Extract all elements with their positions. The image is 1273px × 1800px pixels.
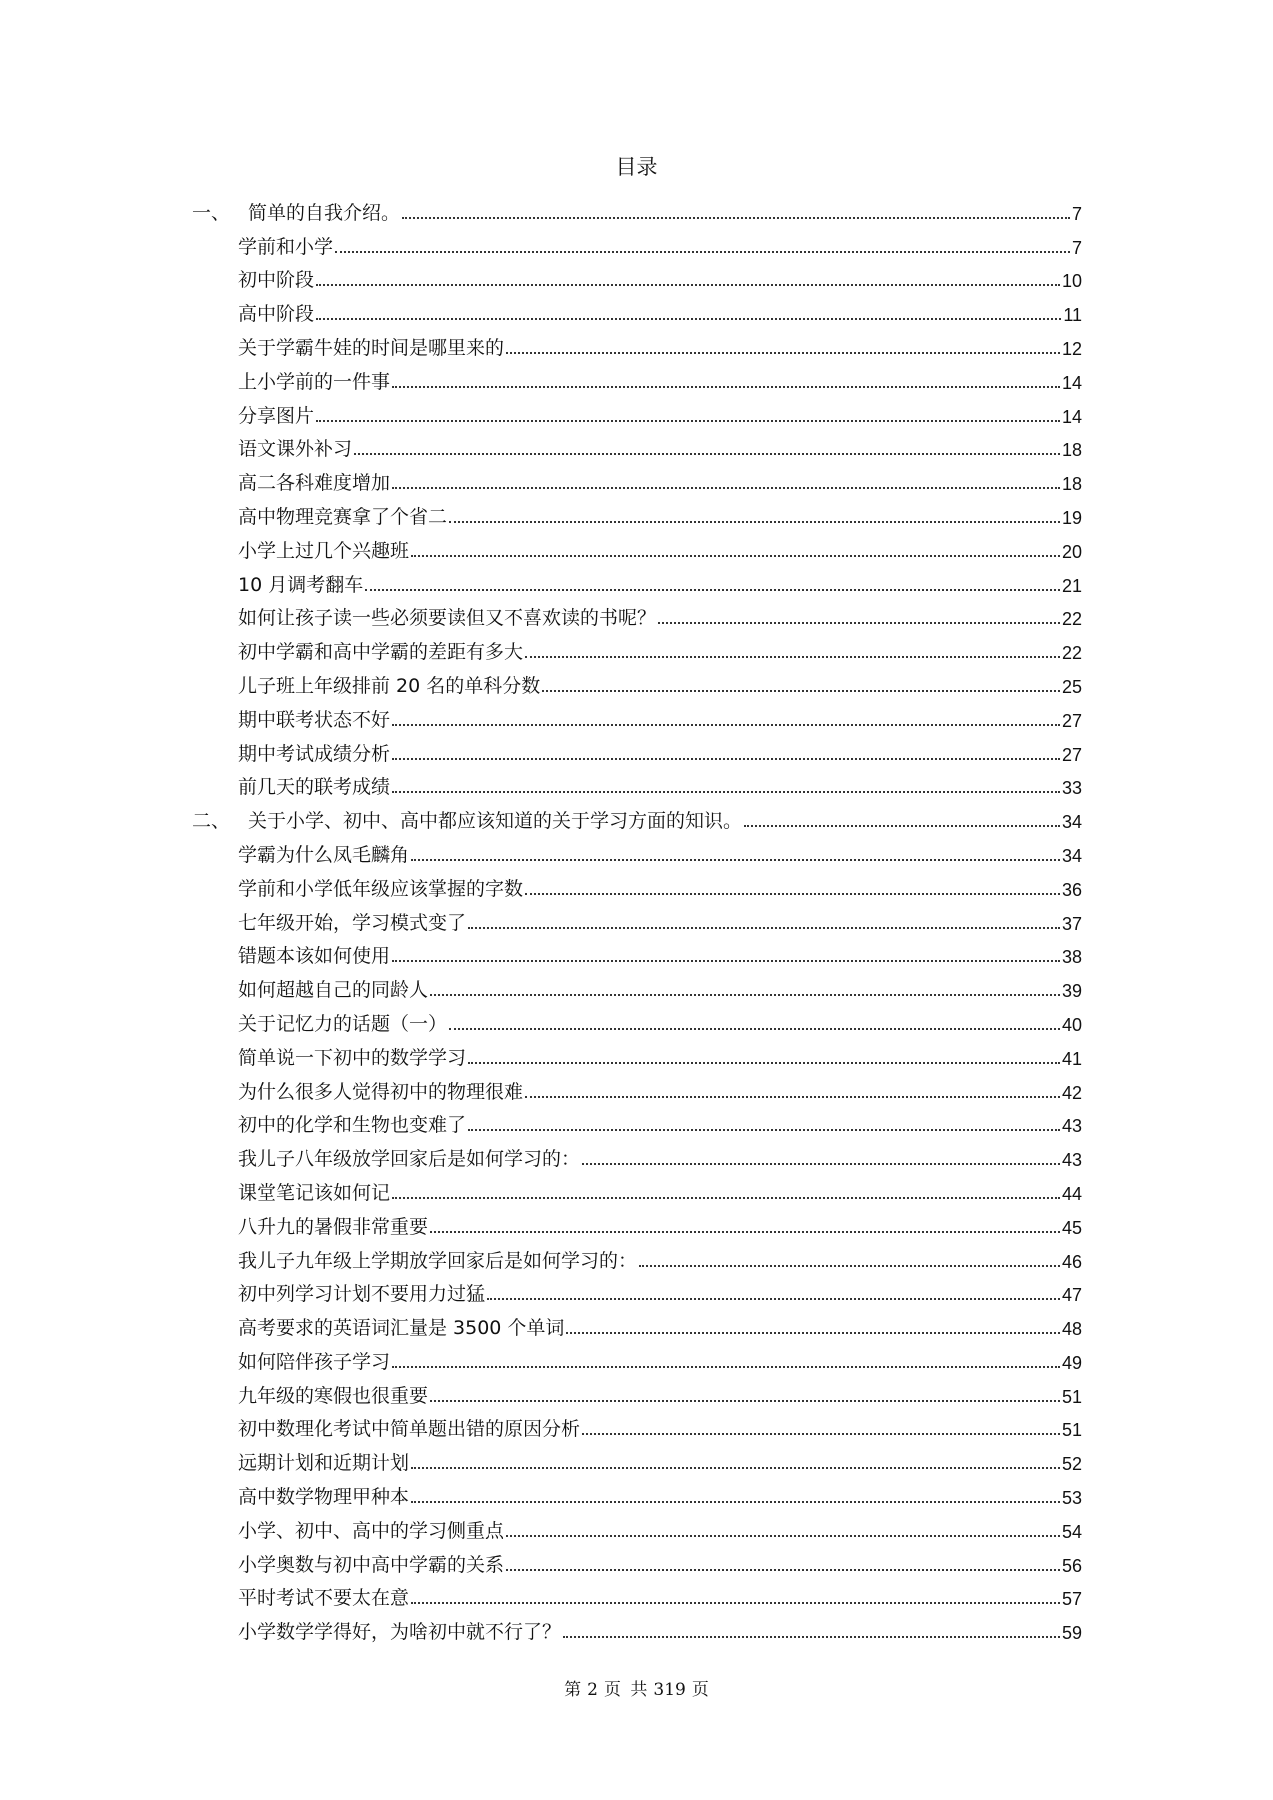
toc-page-number: 20 (1061, 541, 1082, 562)
toc-page-number: 21 (1061, 575, 1082, 596)
toc-entry-title: 如何让孩子读一些必须要读但又不喜欢读的书呢？ (238, 607, 657, 630)
toc-page-number: 51 (1061, 1386, 1082, 1407)
dot-leader (411, 1602, 1060, 1604)
dot-leader (365, 589, 1060, 591)
toc-entry-title: 简单的自我介绍。 (248, 201, 401, 224)
toc-page-number: 7 (1071, 237, 1082, 258)
toc-entry[interactable] (192, 1104, 1082, 1138)
toc-entry-title: 初中阶段 (238, 269, 315, 292)
toc-page-number: 11 (1063, 305, 1082, 326)
toc-entry[interactable] (192, 495, 1082, 529)
dot-leader (582, 1433, 1060, 1435)
toc-entry[interactable] (192, 326, 1082, 360)
toc-page-number: 27 (1061, 710, 1082, 731)
dot-leader (430, 1231, 1060, 1233)
dot-leader (449, 1028, 1060, 1030)
toc-page-number: 47 (1061, 1285, 1082, 1306)
toc-page-number: 54 (1061, 1521, 1082, 1542)
toc-entry[interactable] (192, 1408, 1082, 1442)
toc-entry[interactable] (192, 867, 1082, 901)
toc-entry-title: 小学、初中、高中的学习侧重点 (238, 1519, 505, 1542)
toc-entry-title: 关于记忆力的话题（一） (238, 1012, 448, 1035)
toc-page-number: 49 (1061, 1352, 1082, 1373)
dot-leader (392, 1366, 1060, 1368)
dot-leader (525, 893, 1060, 895)
toc-entry[interactable] (192, 630, 1082, 664)
toc-entry-title: 如何陪伴孩子学习 (238, 1350, 391, 1373)
toc-page-number: 36 (1061, 879, 1082, 900)
toc-page-number: 34 (1061, 812, 1082, 833)
table-of-contents (192, 191, 1082, 1644)
toc-entry-title: 八升九的暑假非常重要 (238, 1215, 429, 1238)
toc-page-number: 57 (1061, 1589, 1082, 1610)
toc-entry[interactable] (192, 394, 1082, 428)
toc-section-number: 一、 (192, 201, 231, 224)
toc-entry[interactable] (192, 1137, 1082, 1171)
toc-entry-title: 学前和小学 (238, 235, 334, 258)
toc-entry[interactable] (192, 1509, 1082, 1543)
toc-entry-title: 儿子班上年级排前 20 名的单科分数 (238, 674, 541, 697)
dot-leader (430, 1400, 1060, 1402)
dot-leader (449, 521, 1060, 523)
dot-leader (316, 318, 1061, 320)
toc-entry-title: 小学数学学得好，为啥初中就不行了？ (238, 1621, 562, 1644)
footer-suffix: 页 (691, 1680, 709, 1700)
dot-leader (430, 994, 1060, 996)
toc-title: 目录 (615, 155, 658, 179)
dot-leader (744, 825, 1060, 827)
dot-leader (566, 1332, 1060, 1334)
dot-leader (392, 791, 1060, 793)
toc-page-number: 25 (1061, 676, 1082, 697)
toc-entry-title: 简单说一下初中的数学学习 (238, 1046, 467, 1069)
dot-leader (316, 420, 1060, 422)
toc-entry[interactable] (192, 597, 1082, 631)
dot-leader (525, 656, 1060, 658)
dot-leader (316, 284, 1060, 286)
toc-entry[interactable] (192, 259, 1082, 293)
toc-page-number: 14 (1061, 406, 1082, 427)
dot-leader (392, 724, 1060, 726)
toc-entry[interactable] (192, 563, 1082, 597)
toc-page-number: 44 (1061, 1183, 1082, 1204)
page-footer (0, 1675, 1273, 1700)
toc-entry-title: 七年级开始，学习模式变了 (238, 911, 467, 934)
toc-entry-title: 期中考试成绩分析 (238, 742, 391, 765)
toc-entry-title: 课堂笔记该如何记 (238, 1181, 391, 1204)
toc-entry[interactable] (192, 1610, 1082, 1644)
toc-entry[interactable] (192, 1171, 1082, 1205)
toc-page-number: 33 (1061, 778, 1082, 799)
toc-entry[interactable] (192, 1306, 1082, 1340)
dot-leader (542, 690, 1060, 692)
toc-entry-title: 学前和小学低年级应该掌握的字数 (238, 877, 524, 900)
toc-entry[interactable] (192, 461, 1082, 495)
toc-page-number: 53 (1061, 1488, 1082, 1509)
toc-page-number: 34 (1061, 845, 1082, 866)
dot-leader (468, 1062, 1060, 1064)
dot-leader (506, 352, 1060, 354)
toc-entry-title: 高中物理竞赛拿了个省二 (238, 505, 448, 528)
toc-entry[interactable] (192, 968, 1082, 1002)
footer-prefix: 第 (564, 1680, 582, 1700)
footer-middle: 页 共 (603, 1680, 648, 1700)
toc-entry[interactable] (192, 1374, 1082, 1408)
toc-page-number: 43 (1061, 1150, 1082, 1171)
toc-entry-title: 上小学前的一件事 (238, 370, 391, 393)
dot-leader (392, 1197, 1060, 1199)
dot-leader (392, 758, 1060, 760)
dot-leader (506, 1569, 1060, 1571)
toc-entry-title: 学霸为什么凤毛麟角 (238, 843, 410, 866)
toc-page-number: 27 (1061, 744, 1082, 765)
toc-entry[interactable] (192, 935, 1082, 969)
toc-entry[interactable] (192, 1002, 1082, 1036)
toc-entry[interactable] (192, 1036, 1082, 1070)
toc-entry[interactable] (192, 1340, 1082, 1374)
toc-page-number: 19 (1061, 507, 1082, 528)
toc-page-number: 48 (1061, 1319, 1082, 1340)
toc-page-number: 18 (1061, 440, 1082, 461)
toc-entry[interactable] (192, 766, 1082, 800)
dot-leader (392, 386, 1060, 388)
toc-entry-title: 10 月调考翻车 (238, 573, 364, 596)
toc-entry[interactable] (192, 1543, 1082, 1577)
dot-leader (468, 1129, 1060, 1131)
toc-page-number: 38 (1061, 947, 1082, 968)
toc-entry-title: 高考要求的英语词汇量是 3500 个单词 (238, 1317, 565, 1340)
toc-page-number: 7 (1071, 203, 1082, 224)
dot-leader (639, 1265, 1060, 1267)
toc-entry-title: 前几天的联考成绩 (238, 776, 391, 799)
toc-entry[interactable] (192, 732, 1082, 766)
toc-section-entry[interactable] (192, 799, 1082, 833)
toc-entry[interactable] (192, 1273, 1082, 1307)
toc-page-number: 10 (1061, 271, 1082, 292)
dot-leader (335, 251, 1070, 253)
toc-entry[interactable] (192, 1205, 1082, 1239)
toc-section-number: 二、 (192, 810, 231, 833)
toc-entry-title: 小学上过几个兴趣班 (238, 539, 410, 562)
toc-entry-title: 我儿子九年级上学期放学回家后是如何学习的： (238, 1249, 638, 1272)
toc-entry[interactable] (192, 529, 1082, 563)
dot-leader (402, 217, 1070, 219)
toc-page-number: 45 (1061, 1217, 1082, 1238)
toc-page-number: 40 (1061, 1014, 1082, 1035)
toc-entry[interactable] (192, 901, 1082, 935)
toc-page-number: 41 (1061, 1048, 1082, 1069)
dot-leader (411, 859, 1060, 861)
toc-entry-title: 我儿子八年级放学回家后是如何学习的： (238, 1148, 581, 1171)
toc-entry[interactable] (192, 1239, 1082, 1273)
dot-leader (411, 1467, 1060, 1469)
toc-page-number: 46 (1061, 1251, 1082, 1272)
dot-leader (354, 453, 1060, 455)
toc-entry-title: 初中列学习计划不要用力过猛 (238, 1283, 486, 1306)
toc-entry-title: 高中数学物理甲种本 (238, 1486, 410, 1509)
toc-entry-title: 九年级的寒假也很重要 (238, 1384, 429, 1407)
toc-page-number: 14 (1061, 372, 1082, 393)
toc-entry-title: 如何超越自己的同龄人 (238, 979, 429, 1002)
toc-entry[interactable] (192, 1070, 1082, 1104)
toc-entry[interactable] (192, 360, 1082, 394)
toc-entry-title: 初中数理化考试中简单题出错的原因分析 (238, 1418, 581, 1441)
toc-entry[interactable] (192, 428, 1082, 462)
toc-page-number: 43 (1061, 1116, 1082, 1137)
dot-leader (658, 622, 1060, 624)
toc-entry-title: 高中阶段 (238, 303, 315, 326)
toc-page-number: 39 (1061, 981, 1082, 1002)
dot-leader (506, 1535, 1060, 1537)
footer-total-pages: 319 (653, 1680, 686, 1700)
dot-leader (582, 1163, 1060, 1165)
toc-entry[interactable] (192, 664, 1082, 698)
dot-leader (487, 1298, 1060, 1300)
toc-entry-title: 期中联考状态不好 (238, 708, 391, 731)
dot-leader (468, 927, 1060, 929)
toc-entry-title: 初中学霸和高中学霸的差距有多大 (238, 641, 524, 664)
toc-page-number: 37 (1061, 913, 1082, 934)
toc-entry[interactable] (192, 225, 1082, 259)
toc-section-entry[interactable] (192, 191, 1082, 225)
toc-entry[interactable] (192, 698, 1082, 732)
dot-leader (392, 487, 1060, 489)
toc-entry-title: 语文课外补习 (238, 438, 353, 461)
dot-leader (392, 960, 1060, 962)
toc-entry-title: 关于学霸牛娃的时间是哪里来的 (238, 336, 505, 359)
toc-entry-title: 分享图片 (238, 404, 315, 427)
toc-entry[interactable] (192, 1441, 1082, 1475)
toc-entry-title: 远期计划和近期计划 (238, 1452, 410, 1475)
toc-entry-title: 关于小学、初中、高中都应该知道的关于学习方面的知识。 (248, 810, 743, 833)
dot-leader (563, 1636, 1060, 1638)
dot-leader (525, 1096, 1060, 1098)
toc-entry-title: 为什么很多人觉得初中的物理很难 (238, 1080, 524, 1103)
toc-entry-title: 错题本该如何使用 (238, 945, 391, 968)
toc-entry-title: 高二各科难度增加 (238, 472, 391, 495)
dot-leader (411, 1501, 1060, 1503)
toc-entry-title: 平时考试不要太在意 (238, 1587, 410, 1610)
toc-page-number: 12 (1061, 338, 1082, 359)
toc-page-number: 51 (1061, 1420, 1082, 1441)
toc-page-number: 52 (1061, 1454, 1082, 1475)
toc-page-number: 56 (1061, 1555, 1082, 1576)
toc-page-number: 18 (1061, 474, 1082, 495)
footer-current-page: 2 (587, 1680, 598, 1700)
toc-entry-title: 小学奥数与初中高中学霸的关系 (238, 1553, 505, 1576)
toc-page-number: 22 (1061, 609, 1082, 630)
toc-entry[interactable] (192, 292, 1082, 326)
toc-entry-title: 初中的化学和生物也变难了 (238, 1114, 467, 1137)
toc-entry[interactable] (192, 1475, 1082, 1509)
dot-leader (411, 555, 1060, 557)
toc-page-number: 22 (1061, 643, 1082, 664)
toc-page-number: 42 (1061, 1082, 1082, 1103)
toc-page-number: 59 (1061, 1623, 1082, 1644)
toc-entry[interactable] (192, 1577, 1082, 1611)
toc-entry[interactable] (192, 833, 1082, 867)
